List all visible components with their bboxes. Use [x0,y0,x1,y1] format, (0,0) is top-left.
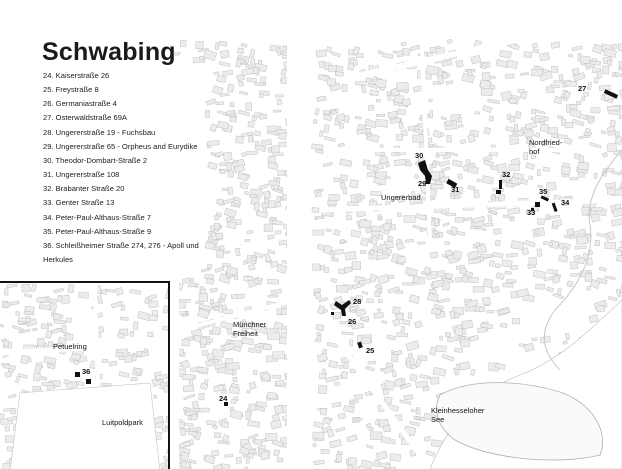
marker-29[interactable]: 29 [418,179,427,188]
label-kleinhesseloher-see: Kleinhesseloher See [431,406,485,424]
label-nordfriedhof: Nordfried- hof [529,138,563,156]
marker-25[interactable]: 25 [366,346,375,355]
inset-map[interactable] [0,281,170,469]
label-muenchner-freiheit: Münchner Freiheit [233,320,267,338]
inset-map-background [0,283,170,469]
legend-item: 36. Schleißheimer Straße 274, 276 - Apoll und Herkules [43,240,199,265]
marker-27[interactable]: 27 [578,84,587,93]
marker-31[interactable]: 31 [451,185,460,194]
legend-item: 32. Brabanter Straße 20 [43,184,125,194]
legend-item: 34. Peter-Paul-Althaus-Straße 7 [43,212,152,222]
marker-33[interactable]: 33 [527,208,536,217]
marker-36b-shape [86,379,91,384]
label-luitpoldpark: Luitpoldpark [102,418,143,427]
legend-item: 27. Osterwaldstraße 69A [43,113,127,123]
marker-36-shape [75,372,80,377]
label-ungererbad: Ungererbad [381,193,421,202]
marker-26[interactable]: 26 [348,317,357,326]
address-legend [43,69,203,267]
marker-28[interactable]: 28 [353,297,362,306]
marker-36[interactable]: 36 [82,367,91,376]
legend-item: 35. Peter-Paul-Althaus-Straße 9 [43,226,152,236]
marker-32b-shape [496,190,501,194]
marker-33-shape [535,202,540,207]
legend-item: 25. Freystraße 8 [43,85,99,95]
marker-30[interactable]: 30 [415,151,424,160]
legend-item: 30. Theodor-Dombart-Straße 2 [43,155,148,165]
legend-item: 24. Kaiserstraße 26 [43,71,110,80]
marker-32-shape [499,180,502,189]
legend-item: 33. Genter Straße 13 [43,198,115,208]
page-title: Schwabing [42,38,176,66]
legend-item: 29. Ungererstraße 65 - Orpheus and Eurydike [43,141,198,151]
marker-24[interactable]: 24 [219,394,228,403]
legend-item: 26. Germaniastraße 4 [43,99,117,109]
label-petuelring: Petuelring [53,342,87,351]
marker-34[interactable]: 34 [561,198,570,207]
marker-26-dot [331,312,334,315]
marker-32[interactable]: 32 [502,170,511,179]
legend-item: 28. Ungererstraße 19 - Fuchsbau [43,127,156,137]
legend-item: 31. Ungererstraße 108 [43,170,120,180]
marker-35[interactable]: 35 [539,187,548,196]
